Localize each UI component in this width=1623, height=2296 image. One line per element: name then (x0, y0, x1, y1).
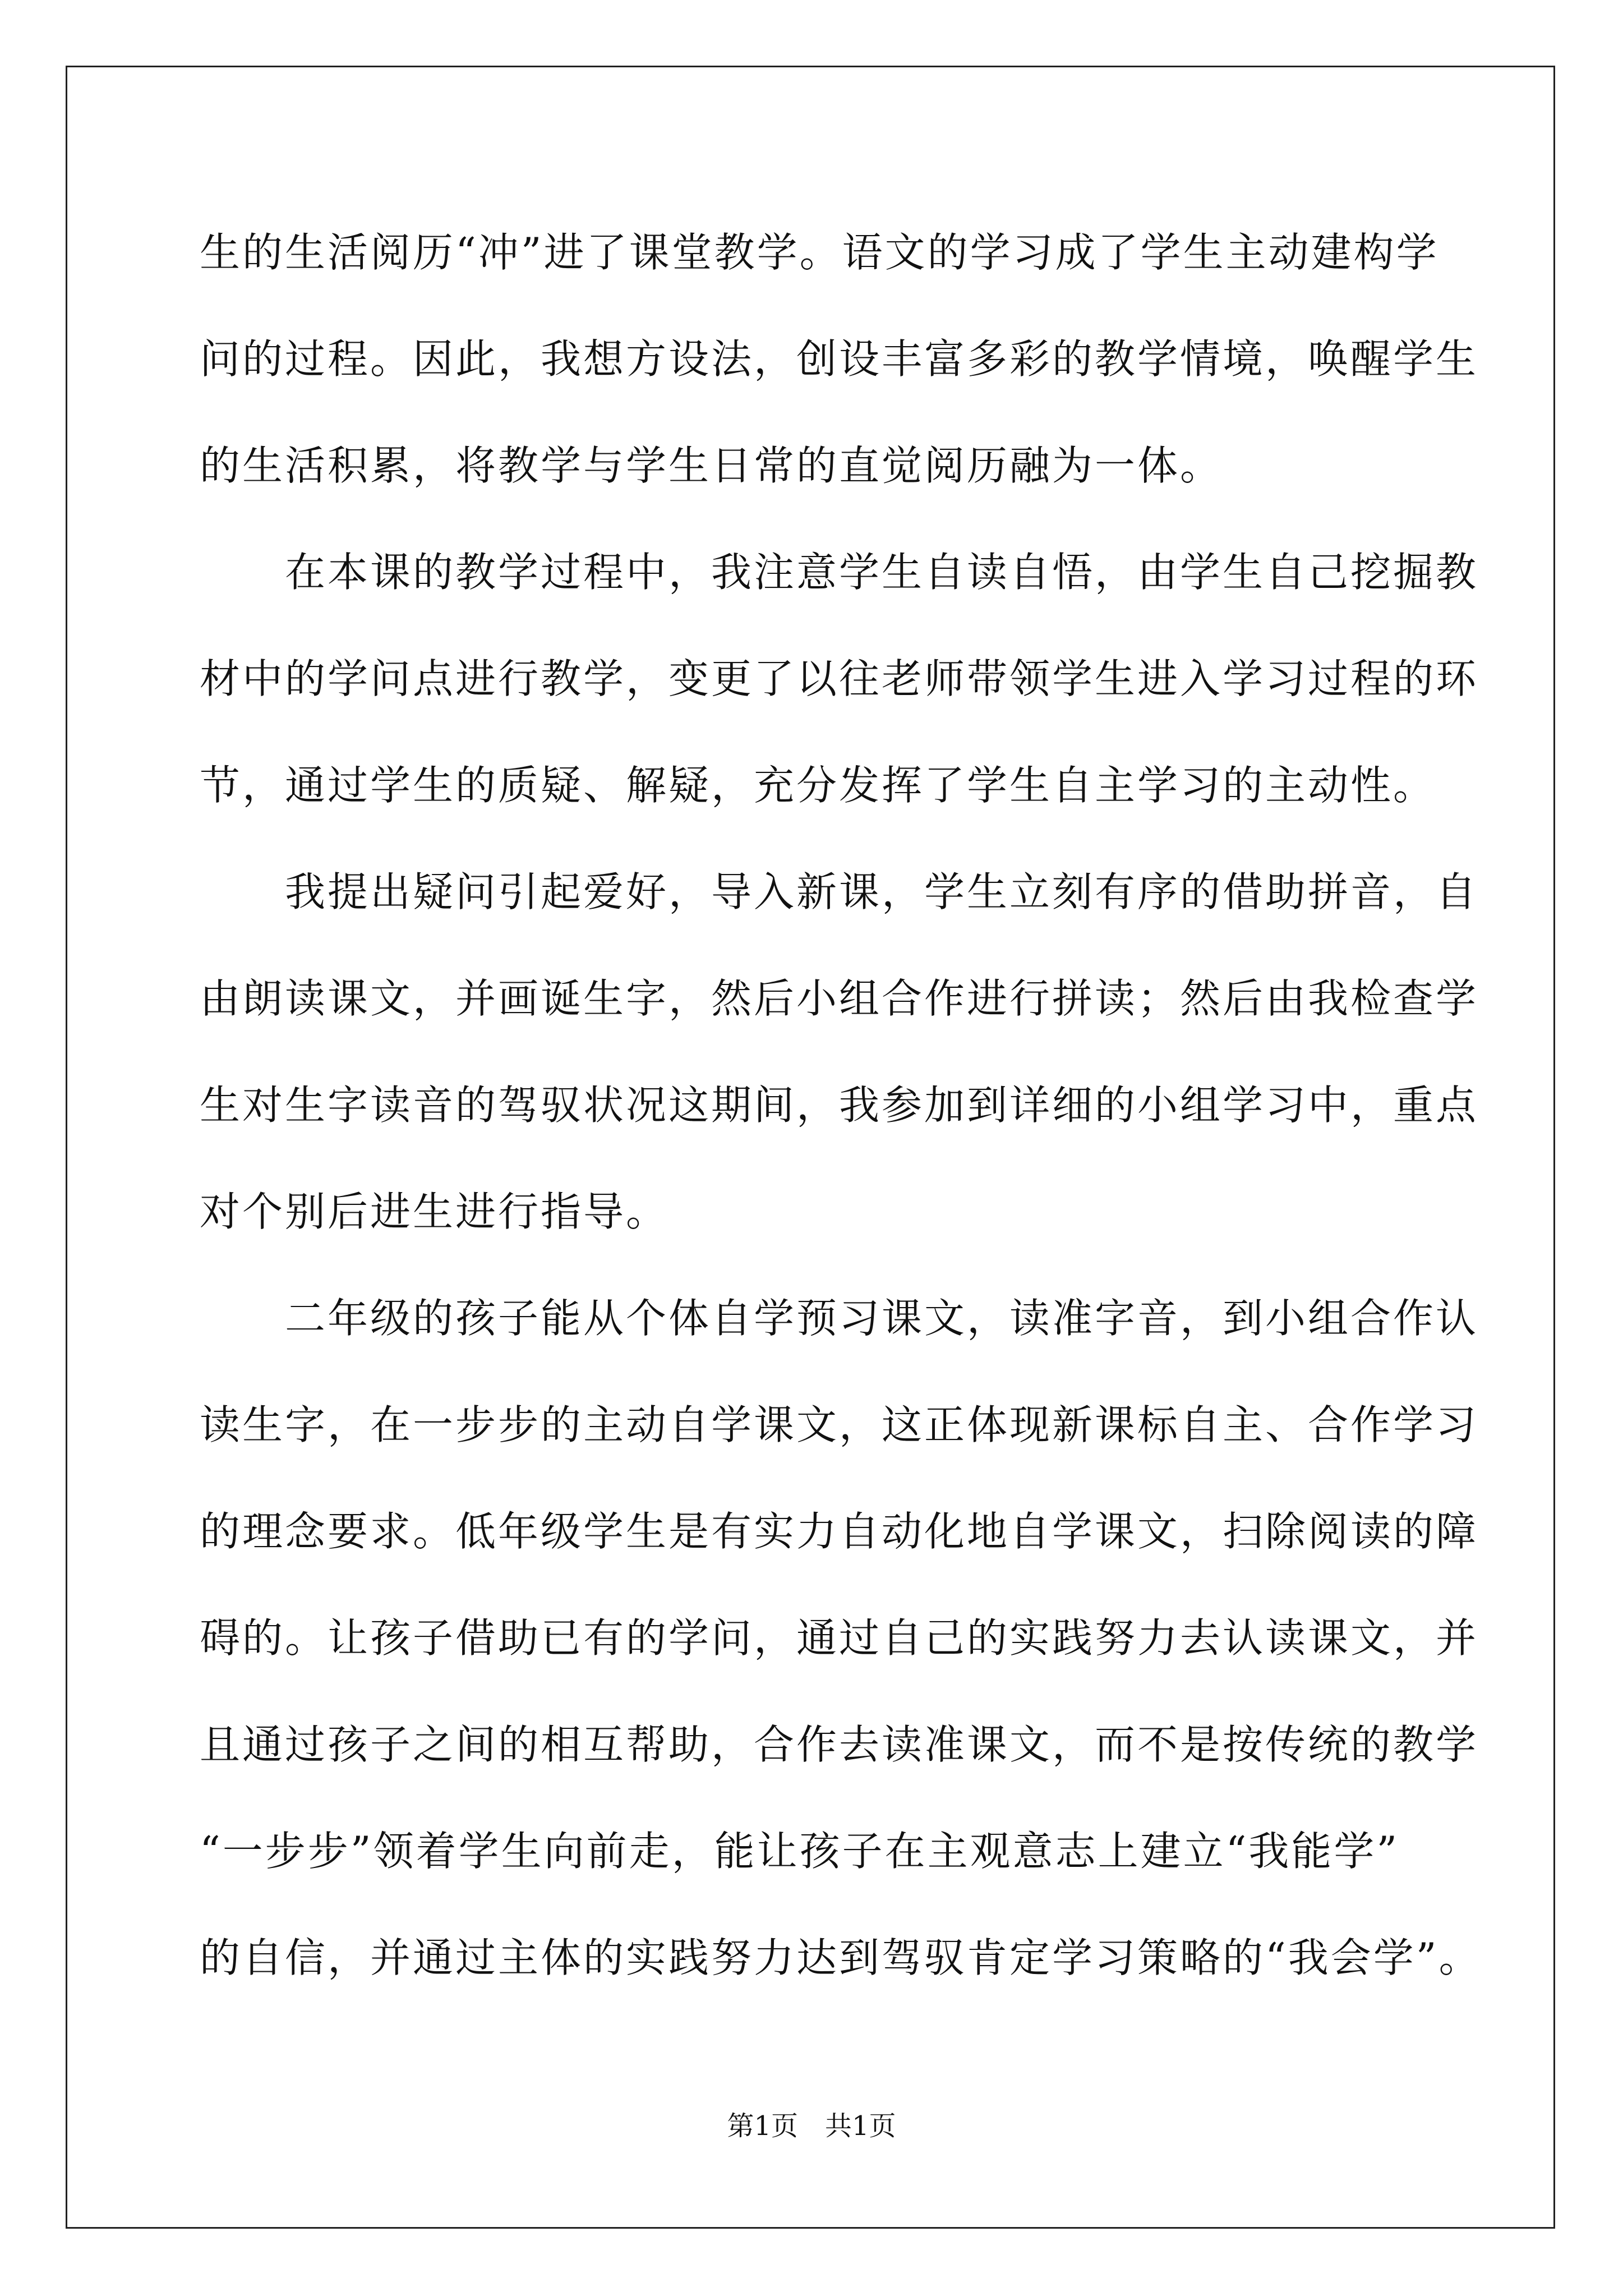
text-line: 的理念要求。低年级学生是有实力自动化地自学课文，扫除阅读的障 (200, 1508, 1479, 1555)
text-line: 二年级的孩子能从个体自学预习课文，读准字音，到小组合作认 (200, 1295, 1479, 1342)
text-line: 我提出疑问引起爱好，导入新课，学生立刻有序的借助拼音，自 (200, 868, 1479, 915)
text-line: 碍的。让孩子借助已有的学问，通过自己的实践努力去认读课文，并 (200, 1614, 1479, 1662)
text-line: 问的过程。因此，我想方设法，创设丰富多彩的教学情境，唤醒学生 (200, 335, 1479, 383)
text-line: 对个别后进生进行指导。 (200, 1188, 669, 1235)
text-line: “一步步”领着学生向前走，能让孩子在主观意志上建立“我能学” (200, 1828, 1400, 1875)
text-line: 的自信，并通过主体的实践努力达到驾驭肯定学习策略的“我会学”。 (200, 1934, 1482, 1981)
document-body (200, 199, 1482, 2011)
text-line: 的生活积累，将教学与学生日常的直觉阅历融为一体。 (200, 442, 1223, 489)
text-line: 生对生字读音的驾驭状况这期间，我参加到详细的小组学习中，重点 (200, 1082, 1479, 1129)
text-line: 节，通过学生的质疑、解疑，充分发挥了学生自主学习的主动性。 (200, 762, 1436, 809)
page-number: 第1页 共1页 (727, 2110, 896, 2142)
text-line: 读生字，在一步步的主动自学课文，这正体现新课标自主、合作学习 (200, 1401, 1479, 1448)
text-line: 材中的学问点进行教学，变更了以往老师带领学生进入学习过程的环 (200, 655, 1479, 702)
text-line: 由朗读课文，并画诞生字，然后小组合作进行拼读；然后由我检查学 (200, 975, 1479, 1022)
text-line: 在本课的教学过程中，我注意学生自读自悟，由学生自己挖掘教 (200, 549, 1479, 596)
text-line: 生的生活阅历“冲”进了课堂教学。语文的学习成了学生主动建构学 (200, 229, 1439, 276)
text-line: 且通过孩子之间的相互帮助，合作去读准课文，而不是按传统的教学 (200, 1721, 1479, 1768)
